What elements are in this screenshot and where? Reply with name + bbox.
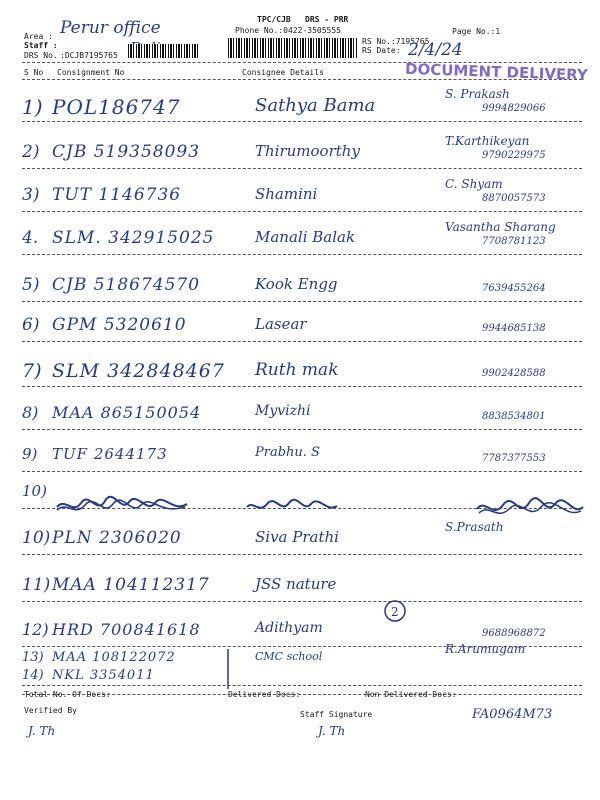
receiver-phone: 9944685138 — [482, 323, 546, 334]
row-divider — [22, 429, 582, 430]
receiver-phone: 7787377553 — [482, 453, 546, 464]
drs-barcode — [128, 44, 198, 58]
row-divider — [22, 254, 582, 255]
receiver-signature: C. Shyam — [445, 177, 503, 191]
consignee-name: Thirumoorthy — [255, 142, 360, 160]
receiver-phone: 9994829066 — [482, 103, 546, 114]
scribbled-signature-icon — [475, 495, 585, 521]
staff-signature-label: Staff Signature — [300, 710, 373, 719]
svg-text:2: 2 — [391, 605, 399, 619]
column-consignee: Consignee Details — [242, 68, 324, 77]
row-divider — [22, 601, 582, 602]
consignment-number: TUT 1146736 — [52, 185, 182, 205]
consignee-name: Siva Prathi — [255, 528, 339, 546]
row-number: 1) — [22, 95, 43, 119]
receiver-phone: 8870057573 — [482, 193, 546, 204]
row-divider — [22, 301, 582, 302]
row-divider — [22, 168, 582, 169]
receiver-phone: 8838534801 — [482, 411, 546, 422]
total-docs-label: Total No. Of Docs: — [24, 690, 111, 699]
main-barcode — [228, 38, 358, 58]
delivered-docs-label: Delivered Docs: — [228, 690, 301, 699]
area-label: Area : — [24, 32, 53, 41]
consignment-number: SLM 342848467 — [52, 360, 225, 382]
non-delivered-docs-label: Non Delivered Docs: — [365, 690, 457, 699]
consignee-name: Sathya Bama — [255, 95, 376, 116]
consignee-name: Manali Balak — [255, 228, 356, 246]
consignment-number: NKL 3354011 — [52, 668, 155, 683]
consignment-number: TUF 2644173 — [52, 445, 168, 463]
rs-number: RS No.:7195765 — [362, 37, 430, 46]
consignment-number: POL186747 — [52, 95, 181, 119]
row-number: 6) — [22, 315, 40, 335]
row-number: 3) — [22, 185, 40, 205]
footer-divider — [22, 685, 582, 686]
staff-label: Staff : — [24, 41, 58, 50]
receiver-signature: T.Karthikeyan — [445, 134, 530, 148]
row-divider — [22, 554, 582, 555]
receiver-signature: S.Prasath — [445, 520, 504, 534]
row-divider — [22, 386, 582, 387]
row-divider — [22, 121, 582, 122]
drs-value: :DCJB7195765 — [60, 51, 118, 60]
receiver-phone: 9902428588 — [482, 368, 546, 379]
row-divider — [22, 211, 582, 212]
row-number: 14) — [22, 668, 44, 683]
row-number: 13) — [22, 650, 44, 665]
consignment-number: GPM 5320610 — [52, 315, 187, 335]
scribbled-consignee-icon — [245, 498, 340, 516]
company-code: TPC/CJB — [257, 15, 291, 24]
area-value: Perur office — [60, 18, 161, 38]
verified-by-label: Verified By — [24, 706, 77, 715]
row-number: 10) — [22, 528, 51, 548]
consignee-name: Prabhu. S — [255, 445, 320, 460]
receiver-signature: R.Arumugam — [445, 642, 526, 656]
consignment-number: MAA 865150054 — [52, 403, 202, 422]
verified-signature: J. Th — [28, 724, 56, 738]
consignment-number: CJB 519358093 — [52, 142, 201, 162]
row-number: 12) — [22, 620, 49, 639]
row-number: 4. — [22, 228, 39, 248]
consignee-name: Shamini — [255, 185, 318, 203]
consignee-name: Adithyam — [255, 620, 323, 636]
column-sno: S No — [24, 68, 44, 77]
receiver-phone: 7708781123 — [482, 236, 546, 247]
row-number: 7) — [22, 360, 42, 382]
circled-number-icon — [382, 598, 408, 624]
row-number: 8) — [22, 403, 39, 422]
consignment-number: PLN 2306020 — [52, 528, 182, 548]
column-consignment: Consignment No — [57, 68, 125, 77]
consignee-name: Lasear — [255, 315, 307, 333]
footer-note: FA0964M73 — [472, 707, 553, 722]
row-number: 10) — [22, 482, 47, 500]
drs-label: DRS No. — [24, 51, 58, 60]
row-number: 2) — [22, 142, 40, 162]
doc-type: DRS - PRR — [305, 15, 349, 24]
consignment-number: MAA 104112317 — [52, 575, 210, 595]
bracket-icon — [224, 648, 232, 690]
row-number: 5) — [22, 275, 40, 295]
rs-date-value: 2/4/24 — [408, 40, 463, 60]
row-number: 9) — [22, 445, 38, 463]
receiver-signature: S. Prakash — [445, 87, 510, 101]
receiver-signature: Vasantha Sharang — [445, 220, 556, 234]
consignee-name: Kook Engg — [255, 275, 338, 293]
row-number: 11) — [22, 575, 51, 595]
page-number: Page No.:1 — [452, 27, 501, 36]
consignee-name: Myvizhi — [255, 403, 311, 419]
row-divider — [22, 341, 582, 342]
row-divider — [22, 471, 582, 472]
consignee-name: Ruth mak — [255, 360, 339, 380]
consignee-name: CMC school — [255, 650, 323, 663]
rs-date-label: RS Date: — [362, 46, 401, 55]
phone-number: Phone No.:0422-3505555 — [235, 26, 341, 35]
consignment-number: SLM. 342915025 — [52, 228, 215, 248]
receiver-phone: 7639455264 — [482, 283, 546, 294]
receiver-phone: 9688968872 — [482, 628, 546, 639]
consignee-name: JSS nature — [255, 575, 337, 593]
scribbled-consignment-icon — [55, 495, 190, 517]
consignment-number: MAA 108122072 — [52, 650, 176, 665]
receiver-phone: 9790229975 — [482, 150, 546, 161]
consignment-number: CJB 518674570 — [52, 275, 201, 295]
document-delivery-stamp: DOCUMENT DELIVERY — [404, 59, 589, 85]
consignment-number: HRD 700841618 — [52, 620, 201, 639]
staff-signature: J. Th — [318, 724, 346, 738]
